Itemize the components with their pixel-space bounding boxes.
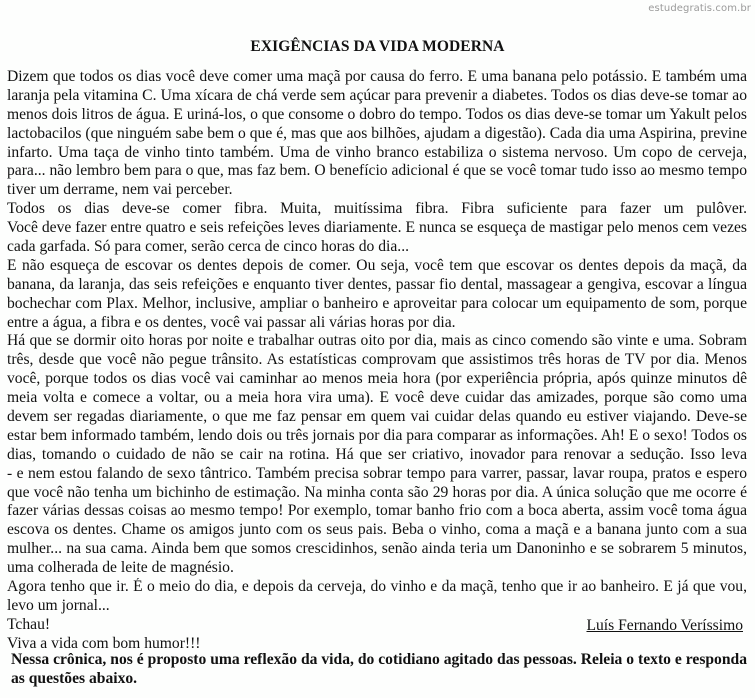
instruction-line: as questões abaixo. — [11, 670, 138, 687]
text-line: Viva a vida com bom humor!!! — [7, 634, 201, 652]
text-line: infarto. Uma taça de vinho tinto também. Uma de vinho branco estabiliza o sistema nervoso. Um copo de cerveja, — [7, 143, 747, 161]
text-line: entre a água, a fibra e os dentes, você vai passar ali várias horas por dia. — [7, 313, 456, 331]
text-line: laranja pela vitamina C. Uma xícara de chá verde sem açúcar para prevenir a diabetes. Todos os dias deve-se tomar ao — [7, 86, 747, 104]
text-line: você, porque todos os dias você vai caminhar ao menos meia hora (por experiência própria, após quinze minutos dê — [7, 370, 747, 388]
site-watermark: estudegratis.com.br — [648, 3, 751, 14]
text-line: Você deve fazer entre quatro e seis refeições leves diariamente. E nunca se esqueça de mastigar pelo menos cem vezes — [7, 219, 747, 237]
text-line: Agora tenho que ir. É o meio do dia, e depois da cerveja, do vinho e da maçã, tenho que ir ao banheiro. E já que vou, — [7, 578, 747, 596]
text-line: E não esqueça de escovar os dentes depois de comer. Ou seja, você tem que escovar os dentes depois da maçã, da — [7, 256, 747, 274]
text-line: bochechar com Plax. Melhor, inclusive, ampliar o banheiro e aproveitar para colocar um equipamento de som, porque — [7, 294, 747, 312]
text-line: para... não lembro bem para o que, mas faz bem. O benefício adicional é que se você tomar tudo isso ao mesmo tempo — [7, 162, 747, 180]
text-line: tiver um derrame, nem vai perceber. — [7, 181, 233, 199]
text-line: menos dois litros de água. E uriná-los, o que consome o dobro do tempo. Todos os dias deve-se tomar um Yakult pelos — [7, 105, 747, 123]
text-line: Dizem que todos os dias você deve comer uma maçã por causa do ferro. E uma banana pelo potássio. E também uma — [7, 68, 747, 85]
document-title: EXIGÊNCIAS DA VIDA MODERNA — [250, 38, 505, 55]
text-line: que você não tenha um bichinho de estimação. Na minha conta são 29 horas por dia. A única solução que me ocorre é — [7, 483, 747, 501]
text-line: uma colherada de leite de magnésio. — [7, 559, 234, 577]
text-line: - e nem estou falando de sexo tântrico. Também precisa sobrar tempo para varrer, passar, lavar roupa, pratos e espero — [7, 464, 747, 482]
text-line: Todos os dias deve-se comer fibra. Muita, muitíssima fibra. Fibra suficiente para fazer um pulôver. — [7, 200, 747, 218]
text-line: fazer várias dessas coisas ao mesmo tempo! Por exemplo, tomar banho frio com a boca aberta, assim você toma água — [7, 502, 747, 520]
text-line: mulher... na sua cama. Ainda bem que somos crescidinhos, senão ainda teria um Danoninho e se sobrarem 5 minutos, — [7, 540, 747, 558]
text-line: levo um jornal... — [7, 596, 110, 614]
text-line: Tchau! — [7, 615, 51, 633]
instruction-line: Nessa crônica, nos é proposto uma reflexão da vida, do cotidiano agitado das pessoas. Releia o texto e responda — [11, 651, 747, 668]
text-line: dias, tomando o cuidado de não se cair na rotina. Há que ser criativo, inovador para renovar a sedução. Isso leva — [7, 445, 747, 463]
text-line: estar bem informado também, lendo dois ou três jornais por dia para comparar as informações. Ah! E o sexo! Todos os — [7, 426, 747, 444]
text-line: Há que se dormir oito horas por noite e trabalhar outras oito por dia, mais as cinco comendo são vinte e uma. Sobram — [7, 332, 747, 350]
chronicle-body — [7, 68, 747, 654]
text-line: banana, da laranja, das seis refeições e enquanto tiver dentes, passar fio dental, massagear a gengiva, escovar a língua — [7, 275, 747, 293]
author-signature: Luís Fernando Veríssimo — [586, 617, 743, 634]
text-line: cada garfada. Só para comer, serão cerca de cinco horas do dia... — [7, 238, 410, 256]
text-line: meia volta e comece a voltar, ou a meia hora vira uma). E você deve cuidar das amizades, porque são como uma — [7, 389, 747, 407]
text-line: três, desde que você não pegue trânsito. As estatísticas comprovam que assistimos três horas de TV por dia. Menos — [7, 351, 747, 369]
text-line: escova os dentes. Chame os amigos junto com os seus pais. Beba o vinho, coma a maçã e a banana junto com a sua — [7, 521, 747, 539]
text-line: devem ser regadas diariamente, o que me faz pensar em quem vai cuidar delas quando eu estiver viajando. Deve-se — [7, 408, 747, 426]
text-line: lactobacilos (que ninguém sabe bem o que é, mas que aos bilhões, ajudam a digestão). Cada dia uma Aspirina, previne — [7, 124, 747, 142]
exercise-instructions — [11, 650, 747, 688]
